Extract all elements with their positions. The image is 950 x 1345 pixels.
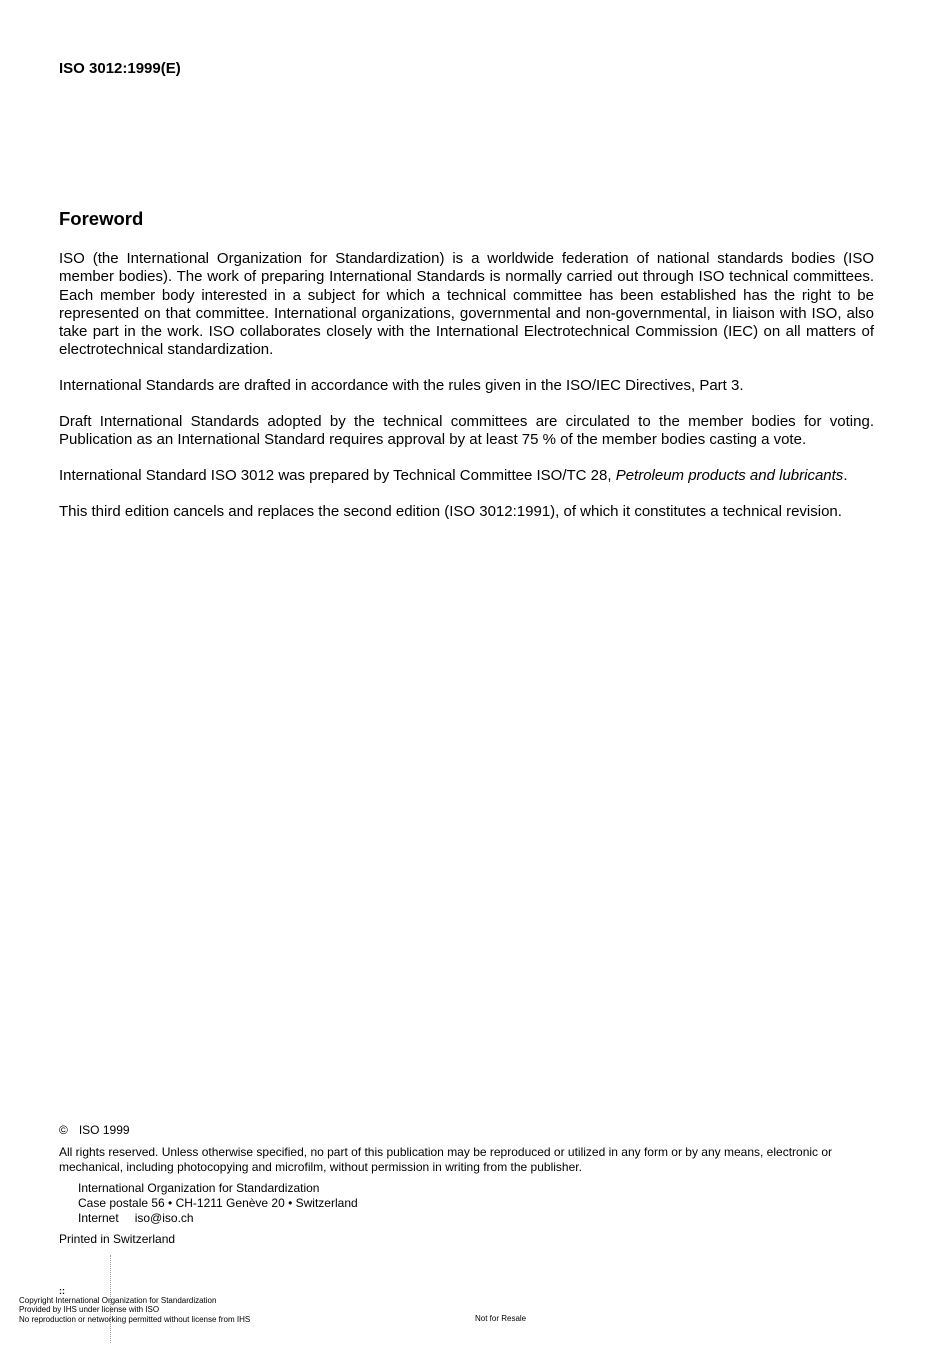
copyright-block [59, 1123, 879, 1247]
internet-line [78, 1211, 879, 1226]
copyright-symbol: © [59, 1123, 68, 1137]
ihs-line-1: Copyright International Organization for Standardization [19, 1296, 217, 1305]
org-address: Case postale 56 • CH-1211 Genève 20 • Switzerland [78, 1196, 358, 1210]
document-id: ISO 3012:1999(E) [59, 60, 181, 77]
paragraph-4-end: . [843, 467, 848, 485]
committee-title: Petroleum products and lubricants [615, 467, 844, 485]
copyright-text: ISO 1999 [78, 1123, 130, 1137]
copyright-notice [59, 1123, 879, 1138]
foreword-paragraph-1: ISO (the International Organization for Standardization) is a worldwide federation of national standards bodies (ISO member bodies). The work of preparing International Standards is normally carried out through ISO technical committees. Each member body interested in a subject for which a technical committee has been established has the right to be represented on that committee. International organizations, governmental and non-governmental, in liaison with ISO, also take part in the work. ISO collaborates closely with the International Electrotechnical Commission (IEC) on all matters of electrotechnical standardization. [59, 250, 874, 359]
org-name: International Organization for Standardization [78, 1181, 320, 1195]
rights-statement: All rights reserved. Unless otherwise specified, no part of this publication may be reproduced or utilized in any form or by any means, electronic or mechanical, including photocopying and microfilm, without permission in writing from the publisher. [59, 1145, 833, 1174]
ihs-line-2: Provided by IHS under license with ISO [19, 1305, 160, 1315]
paragraph-4-text: International Standard ISO 3012 was prepared by Technical Committee ISO/TC 28, [59, 467, 616, 485]
foreword-body [59, 250, 874, 539]
foreword-paragraph-5: This third edition cancels and replaces the second edition (ISO 3012:1991), of which it constitutes a technical revision. [59, 502, 842, 520]
dot-mark: :: [59, 1286, 65, 1296]
internet-email: iso@iso.ch [134, 1211, 194, 1225]
ihs-line-3: No reproduction or networking permitted without license from IHS [19, 1314, 251, 1324]
printed-in: Printed in Switzerland [59, 1232, 176, 1246]
ihs-license-block [19, 1296, 250, 1324]
foreword-paragraph-4 [59, 467, 874, 485]
foreword-paragraph-2: International Standards are drafted in accordance with the rules given in the ISO/IEC Directives, Part 3. [59, 377, 744, 395]
iso-address [78, 1181, 879, 1226]
internet-label: Internet [78, 1211, 119, 1225]
foreword-heading: Foreword [59, 208, 144, 229]
not-for-resale: Not for Resale [475, 1314, 527, 1323]
foreword-paragraph-3: Draft International Standards adopted by the technical committees are circulated to the member bodies for voting. Publication as an International Standard requires approval by at least 75 % of the member bodies casting a vote. [59, 413, 874, 449]
